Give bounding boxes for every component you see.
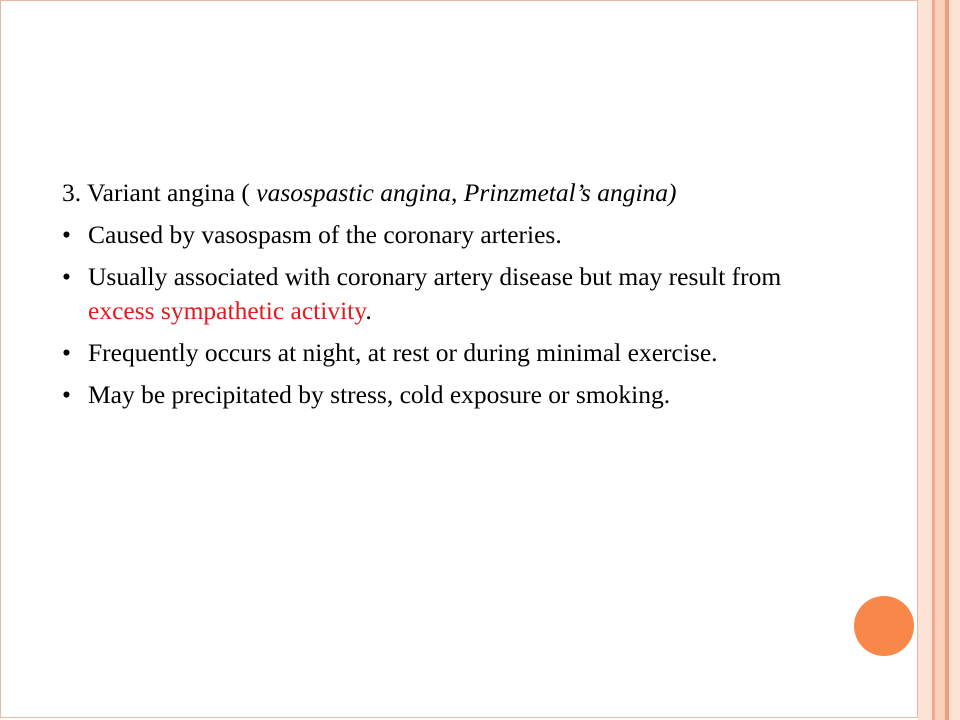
bullet-item [62,378,822,412]
bullet-item [62,260,822,328]
side-stripe [918,0,932,720]
heading-text: 3. Variant angina ( [62,178,257,207]
slide-body [62,176,822,420]
bullet-icon: • [62,338,71,367]
side-stripe [935,0,945,720]
bullet-icon: • [62,380,71,409]
slide-heading [62,176,822,210]
bullet-icon: • [62,220,71,249]
bullet-text-end: . [365,296,372,325]
highlighted-text: excess sympathetic activity [88,296,366,325]
bullet-text: Caused by vasospasm of the coronary arteries. [88,220,562,249]
bullet-item [62,218,822,252]
bullet-item [62,336,822,370]
heading-italic-text: vasospastic angina, Prinzmetal’s angina) [256,178,677,207]
bullet-text: May be precipitated by stress, cold exposure or smoking. [88,380,671,409]
orange-circle-icon [854,596,914,656]
side-stripe [949,0,960,720]
decorative-side-stripes [918,0,960,720]
bullet-icon: • [62,262,71,291]
bullet-text: Frequently occurs at night, at rest or during minimal exercise. [88,338,718,367]
bullet-text: Usually associated with coronary artery disease but may result from [88,262,782,291]
